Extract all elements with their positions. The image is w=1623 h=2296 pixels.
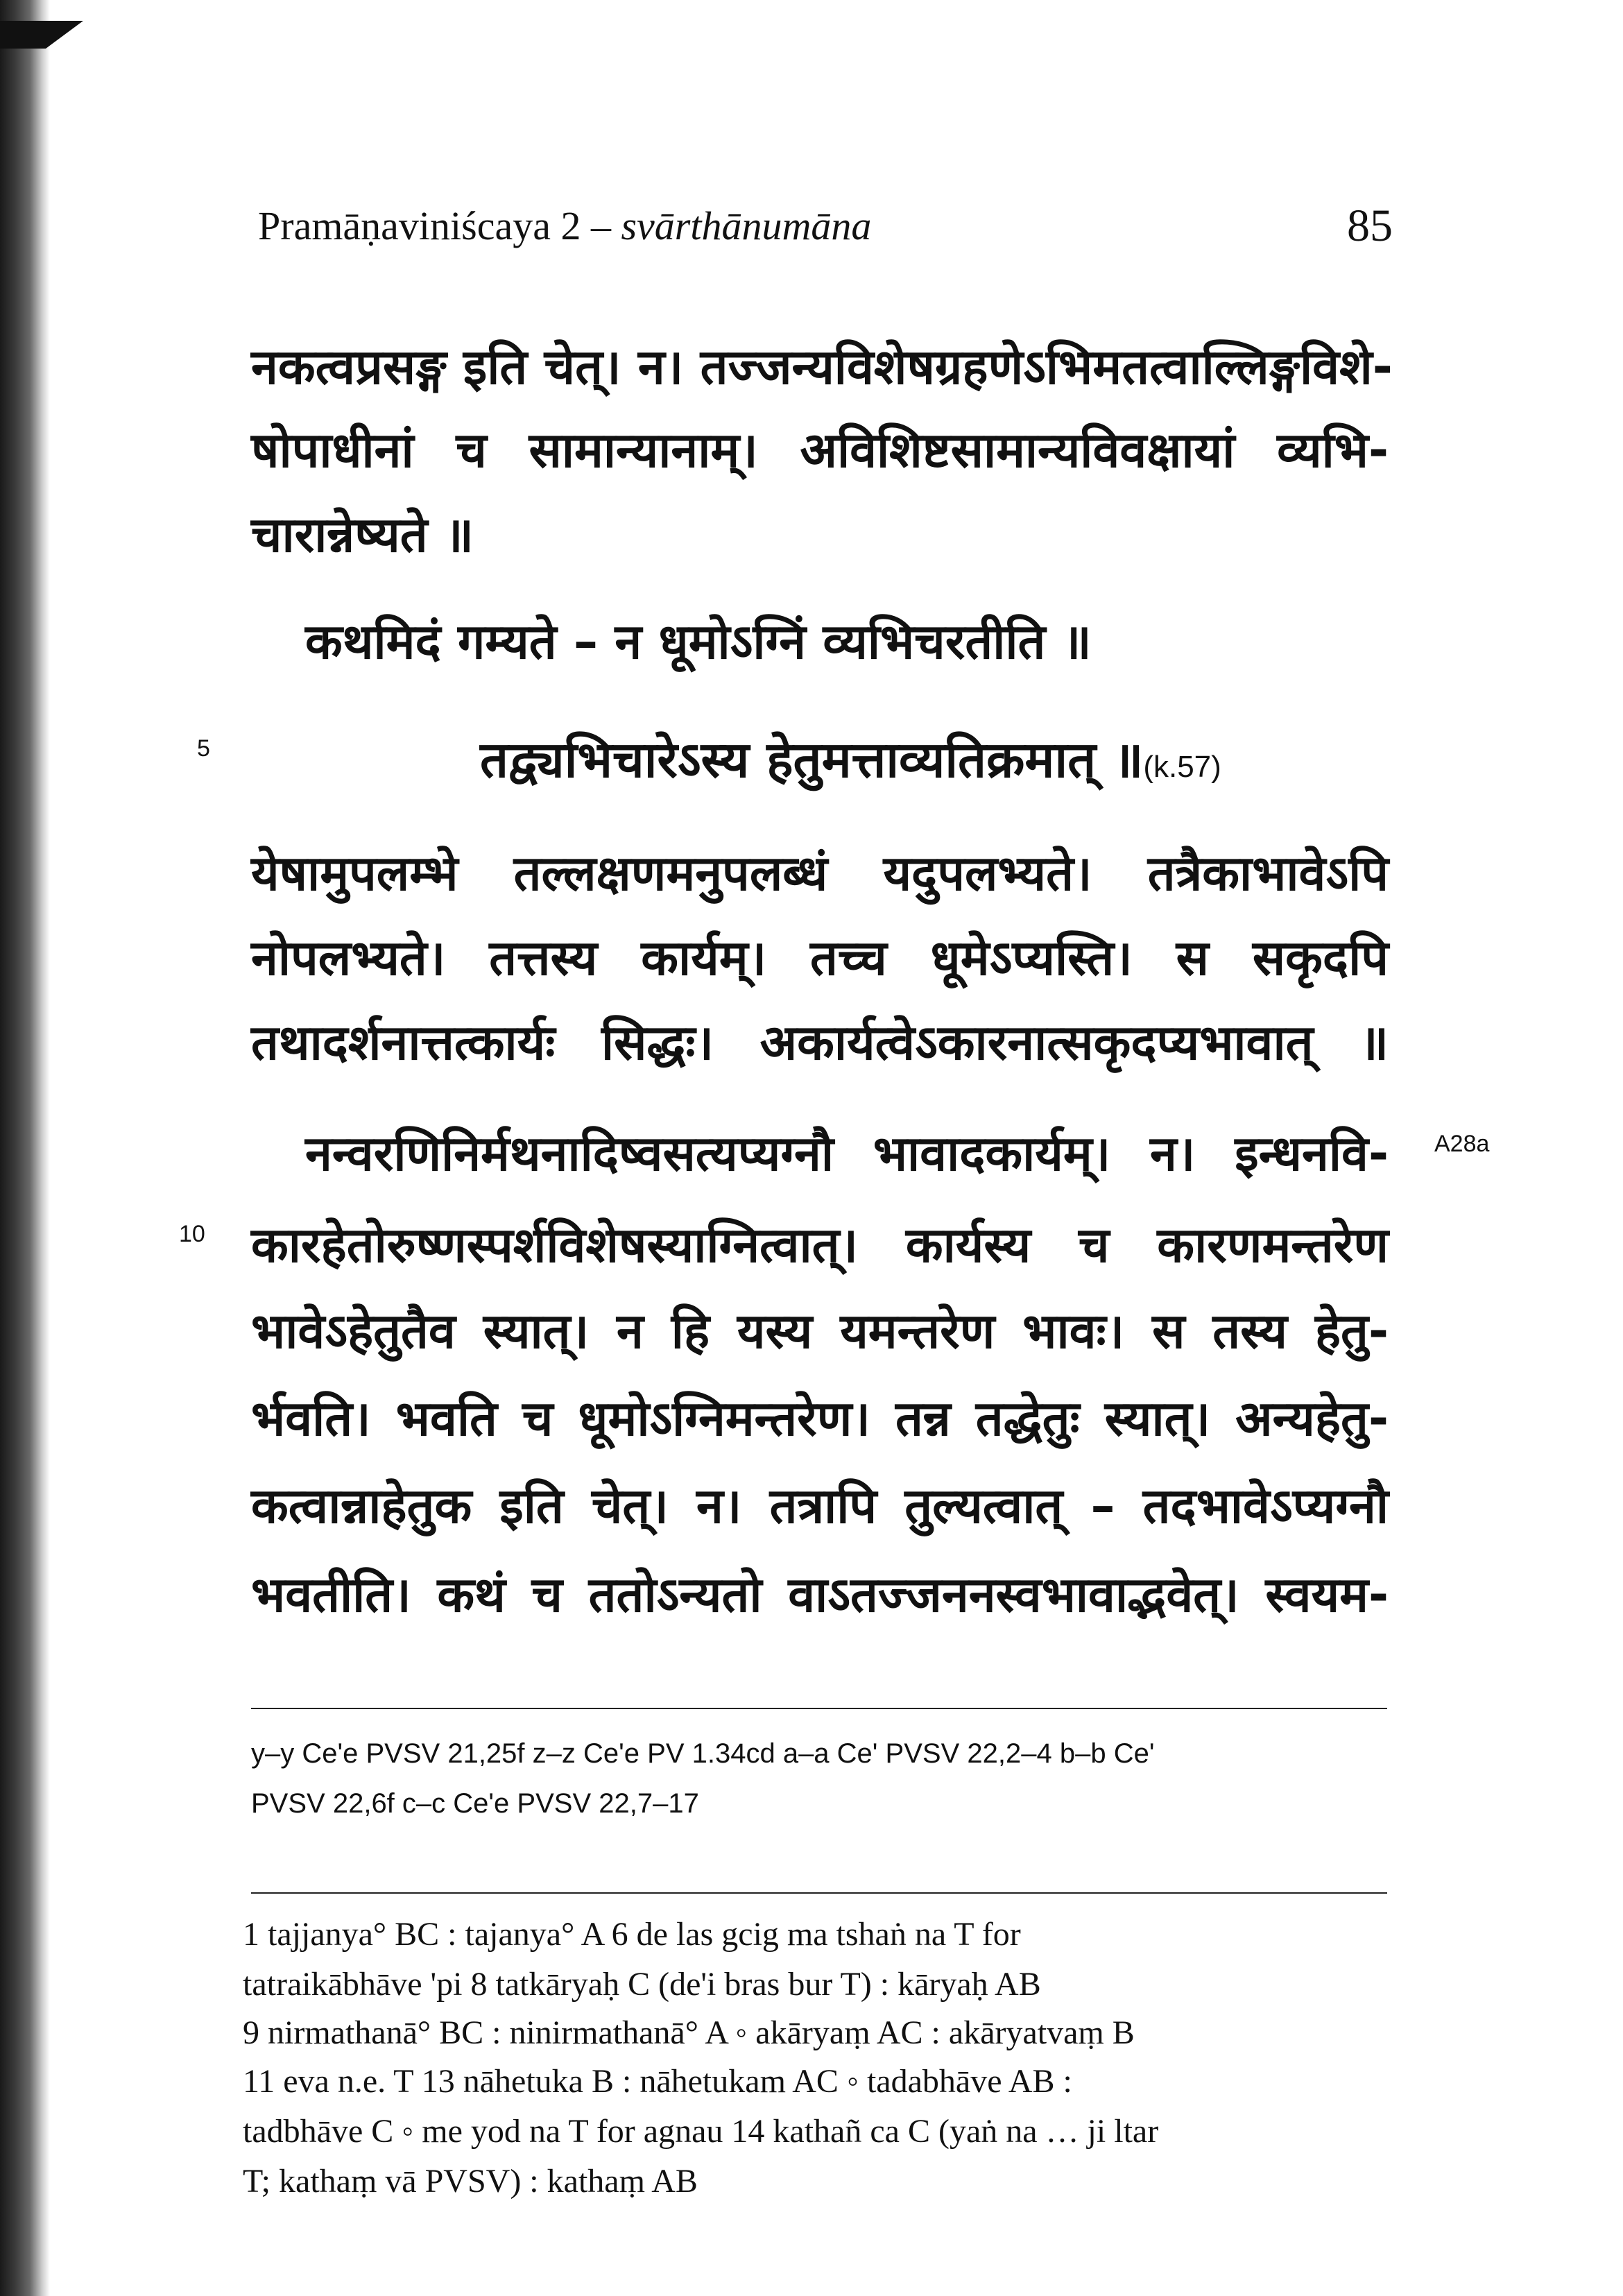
sources-line-2: PVSV 22,6f c–c Ce'e PVSV 22,7–17	[251, 1788, 699, 1819]
sanskrit-line-10: कारहेतोरुष्णस्पर्शविशेषस्याग्नित्वात्। कार्यस्य च कारणमन्तरेण	[251, 1217, 1389, 1274]
running-header	[258, 203, 871, 249]
sanskrit-line-8: तथादर्शनात्तत्कार्यः सिद्धः। अकार्यत्वेऽकारनात्सकृदप्यभावात् ॥	[251, 1014, 1389, 1071]
apparatus-line-2: tatraikābhāve 'pi 8 tatkāryaḥ C (de'i bras bur T) : kāryaḥ AB	[243, 1966, 1041, 2003]
sanskrit-line-9: नन्वरणिनिर्मथनादिष्वसत्यप्यग्नौ भावादकार्यम्। न। इन्धनवि-	[305, 1125, 1389, 1182]
verse-line	[480, 719, 1382, 808]
sanskrit-line-1: नकत्वप्रसङ्ग इति चेत्। न। तज्जन्यविशेषग्रहणेऽभिमतत्वाल्लिङ्गविशे-	[251, 339, 1393, 395]
header-title-main: Pramāṇaviniścaya 2 –	[258, 203, 621, 248]
margin-folio-ref: A28a	[1434, 1131, 1490, 1157]
sanskrit-line-13: कत्वान्नाहेतुक इति चेत्। न। तत्रापि तुल्यत्वात् – तदभावेऽप्यग्नौ	[251, 1477, 1389, 1534]
sanskrit-line-4: कथमिदं गम्यते – न धूमोऽग्निं व्यभिचरतीति ॥	[305, 613, 1092, 670]
sanskrit-line-3: चारान्नेष्यते ॥	[251, 506, 474, 563]
sanskrit-line-12: र्भवति। भवति च धूमोऽग्निमन्तरेण। तन्न तद्धेतुः स्यात्। अन्यहेतु-	[251, 1390, 1389, 1447]
sanskrit-line-2: षोपाधीनां च सामान्यानाम्। अविशिष्टसामान्यविवक्षायां व्यभि-	[251, 422, 1389, 479]
apparatus-line-1: 1 tajjanya° BC : tajanya° A 6 de las gcig ma tshaṅ na T for	[243, 1916, 1021, 1953]
sources-line-1: y–y Ce'e PVSV 21,25f z–z Ce'e PV 1.34cd a–a Ce' PVSV 22,2–4 b–b Ce'	[251, 1738, 1155, 1769]
header-title-italic: svārthānumāna	[621, 203, 872, 248]
sanskrit-line-11: भावेऽहेतुतैव स्यात्। न हि यस्य यमन्तरेण भावः। स तस्य हेतु-	[251, 1303, 1389, 1360]
apparatus-divider	[251, 1892, 1387, 1894]
margin-line-number-5: 5	[197, 735, 210, 762]
page-number: 85	[1347, 200, 1393, 251]
margin-line-number-10: 10	[179, 1221, 205, 1247]
sanskrit-line-14: भवतीति। कथं च ततोऽन्यतो वाऽतज्जननस्वभावाद्भवेत्। स्वयम-	[251, 1566, 1389, 1623]
sources-divider	[251, 1708, 1387, 1709]
verse-reference: (k.57)	[1143, 750, 1221, 784]
binding-cap-mark	[0, 21, 83, 49]
apparatus-line-3: 9 nirmathanā° BC : ninirmathanā° A ◦ akāryaṃ AC : akāryatvaṃ B	[243, 2014, 1135, 2051]
verse-text: तद्व्यभिचारेऽस्य हेतुमत्ताव्यतिक्रमात् ॥	[480, 730, 1144, 789]
book-binding-shadow	[0, 0, 50, 2296]
sanskrit-line-7: नोपलभ्यते। तत्तस्य कार्यम्। तच्च धूमेऽप्यस्ति। स सकृदपि	[251, 929, 1389, 986]
apparatus-line-4: 11 eva n.e. T 13 nāhetuka B : nāhetukam AC ◦ tadabhāve AB :	[243, 2063, 1072, 2100]
apparatus-line-5: tadbhāve C ◦ me yod na T for agnau 14 kathañ ca C (yaṅ na … ji ltar	[243, 2113, 1159, 2150]
apparatus-line-6: T; kathaṃ vā PVSV) : kathaṃ AB	[243, 2163, 698, 2200]
sanskrit-line-6: येषामुपलम्भे तल्लक्षणमनुपलब्धं यदुपलभ्यते। तत्रैकाभावेऽपि	[251, 845, 1389, 902]
